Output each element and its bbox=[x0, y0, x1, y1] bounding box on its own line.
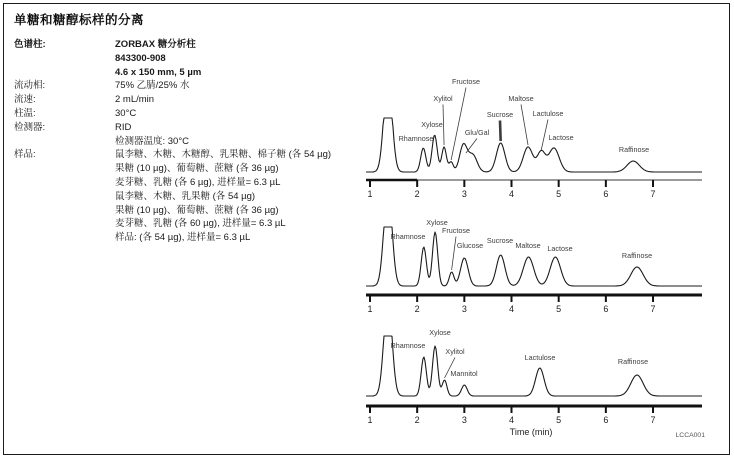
x-tick-label: 5 bbox=[556, 304, 562, 314]
condition-value: 检测器温度: 30°C bbox=[115, 135, 190, 147]
condition-value: 果糖 (10 µg)、葡萄糖、蔗糖 (各 36 µg) bbox=[115, 204, 279, 216]
peak-label-xylitol: Xylitol bbox=[433, 94, 453, 103]
peak-label-glu-gal: Glu/Gal bbox=[464, 128, 490, 137]
peak-label-rhamnose: Rhamnose bbox=[390, 232, 426, 241]
condition-value: 4.6 x 150 mm, 5 µm bbox=[115, 66, 202, 78]
condition-value: 2 mL/min bbox=[115, 94, 155, 106]
figure-title: 单糖和糖醇标样的分离 bbox=[14, 13, 145, 27]
leader-line-fructose bbox=[452, 237, 456, 271]
peak-label-lactose: Lactose bbox=[548, 133, 574, 142]
peak-label-fructose: Fructose bbox=[452, 77, 480, 86]
chromatogram-trace bbox=[366, 118, 702, 172]
peak-label-xylose: Xylose bbox=[429, 328, 451, 337]
condition-value: 30°C bbox=[115, 107, 137, 119]
condition-label: 流速: bbox=[14, 94, 36, 106]
condition-value: 鼠李糖、木糖、木糖醇、乳果糖、棉子糖 (各 54 µg) bbox=[115, 149, 332, 161]
x-tick-label: 6 bbox=[603, 415, 609, 425]
x-tick-label: 1 bbox=[367, 415, 373, 425]
leader-line-glu-gal bbox=[466, 139, 477, 154]
peak-label-maltose: Maltose bbox=[515, 241, 541, 250]
chromatogram-1 bbox=[366, 77, 702, 199]
leader-line-lactulose bbox=[541, 120, 548, 151]
x-tick-label: 2 bbox=[414, 304, 420, 314]
condition-label: 流动相: bbox=[14, 80, 46, 92]
x-tick-label: 7 bbox=[650, 415, 656, 425]
condition-value: 麦芽糖、乳糖 (各 6 µg), 进样量= 6.3 µL bbox=[115, 176, 281, 188]
x-tick-label: 1 bbox=[367, 304, 373, 314]
x-tick-label: 5 bbox=[556, 189, 562, 199]
x-tick-label: 7 bbox=[650, 189, 656, 199]
condition-value: 麦芽糖、乳糖 (各 60 µg), 进样量= 6.3 µL bbox=[115, 218, 286, 230]
chromatogram-2 bbox=[366, 218, 702, 314]
condition-label: 样品: bbox=[14, 149, 36, 161]
peak-label-lactose: Lactose bbox=[547, 244, 573, 253]
figure-code: LCCA001 bbox=[675, 432, 705, 439]
x-tick-label: 4 bbox=[509, 415, 515, 425]
peak-label-maltose: Maltose bbox=[508, 94, 534, 103]
peak-label-raffinose: Raffinose bbox=[618, 145, 650, 154]
condition-value: 果糖 (10 µg)、葡萄糖、蔗糖 (各 36 µg) bbox=[115, 163, 279, 175]
x-tick-label: 4 bbox=[509, 189, 515, 199]
x-axis-title: Time (min) bbox=[509, 427, 553, 437]
peak-label-xylose: Xylose bbox=[426, 218, 448, 227]
condition-label: 色谱柱: bbox=[14, 39, 46, 50]
leader-line-maltose bbox=[521, 105, 528, 146]
peak-label-lactulose: Lactulose bbox=[532, 109, 564, 118]
condition-value: RID bbox=[115, 121, 132, 133]
peak-label-rhamnose: Rhamnose bbox=[390, 341, 426, 350]
x-tick-label: 2 bbox=[414, 189, 420, 199]
peak-label-glucose: Glucose bbox=[456, 241, 484, 250]
peak-label-xylose: Xylose bbox=[421, 120, 443, 129]
peak-label-raffinose: Raffinose bbox=[621, 251, 653, 260]
chromatogram-3 bbox=[366, 328, 702, 437]
x-tick-label: 6 bbox=[603, 189, 609, 199]
peak-label-lactulose: Lactulose bbox=[524, 353, 556, 362]
leader-line-xylitol bbox=[443, 105, 444, 146]
peak-label-xylitol: Xylitol bbox=[445, 347, 465, 356]
leader-line-fructose bbox=[451, 88, 466, 161]
condition-value: 鼠李糖、木糖、乳果糖 (各 54 µg) bbox=[115, 190, 256, 202]
peak-label-rhamnose: Rhamnose bbox=[398, 134, 434, 143]
condition-value: 75% 乙腈/25% 水 bbox=[115, 80, 190, 92]
x-tick-label: 3 bbox=[461, 415, 467, 425]
condition-label: 柱温: bbox=[14, 107, 36, 119]
condition-value: 843300-908 bbox=[115, 52, 166, 64]
x-tick-label: 6 bbox=[603, 304, 609, 314]
x-tick-label: 3 bbox=[461, 304, 467, 314]
x-tick-label: 4 bbox=[509, 304, 515, 314]
x-tick-label: 1 bbox=[367, 189, 373, 199]
x-tick-label: 7 bbox=[650, 304, 656, 314]
x-tick-label: 2 bbox=[414, 415, 420, 425]
condition-value: 样品: (各 54 µg), 进样量= 6.3 µL bbox=[115, 232, 251, 244]
peak-label-raffinose: Raffinose bbox=[617, 357, 649, 366]
peak-label-sucrose: Sucrose bbox=[486, 110, 514, 119]
condition-value: ZORBAX 糖分析柱 bbox=[115, 39, 196, 50]
leader-line-sucrose bbox=[500, 121, 501, 142]
condition-label: 检测器: bbox=[14, 121, 46, 133]
peak-label-sucrose: Sucrose bbox=[486, 236, 514, 245]
x-tick-label: 5 bbox=[556, 415, 562, 425]
peak-label-fructose: Fructose bbox=[442, 226, 470, 235]
x-tick-label: 3 bbox=[461, 189, 467, 199]
peak-label-mannitol: Mannitol bbox=[450, 369, 478, 378]
